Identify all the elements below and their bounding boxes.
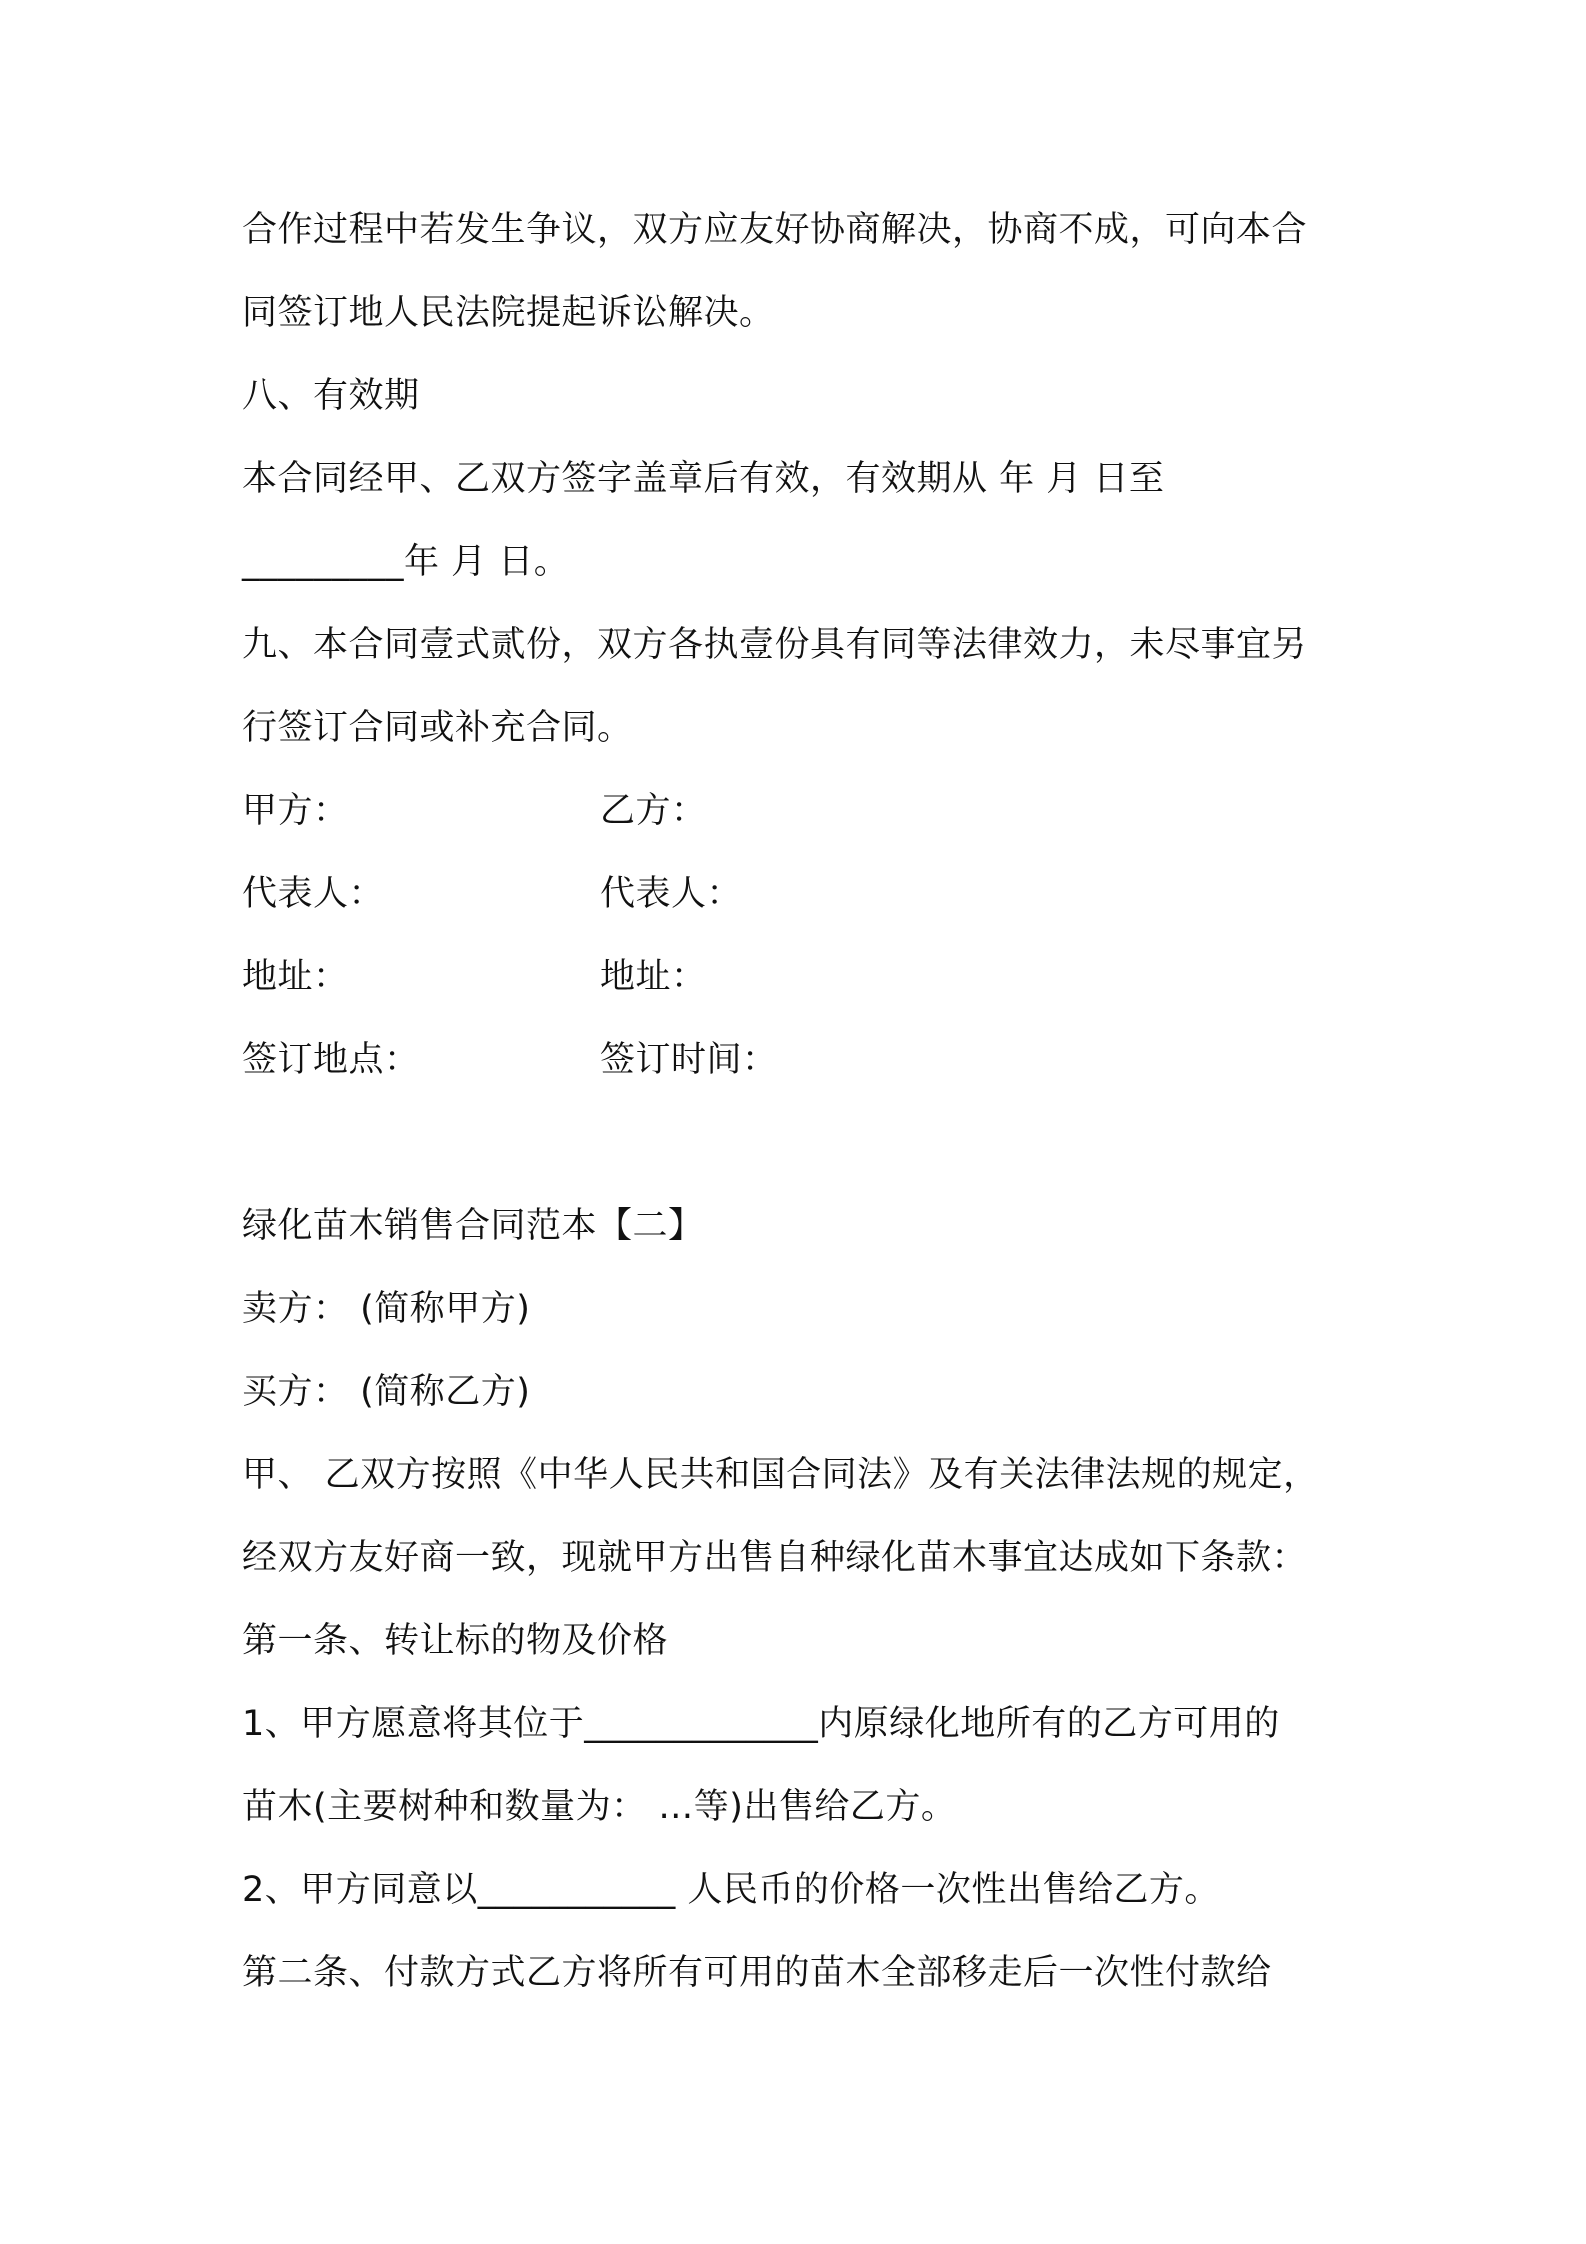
intro-line-2: 经双方友好商一致，现就甲方出售自种绿化苗木事宜达成如下条款： <box>242 1538 1308 1578</box>
signing-time-label: 签订时间： <box>600 1040 778 1080</box>
representative-a-label: 代表人： <box>242 874 385 914</box>
intro-line-1: 甲、 乙双方按照《中华人民共和国合同法》及有关法律法规的规定， <box>242 1455 1319 1495</box>
party-b-label: 乙方： <box>600 791 707 831</box>
paragraph-dispute-line-2: 同签订地人民法院提起诉讼解决。 <box>242 293 775 333</box>
party-a-label: 甲方： <box>242 791 349 831</box>
section-8-line-1: 本合同经甲、乙双方签字盖章后有效，有效期从 年 月 日至 <box>242 459 1165 499</box>
article-1-item-1-line-2: 苗木(主要树种和数量为： …等)出售给乙方。 <box>242 1787 957 1827</box>
contract-2-title: 绿化苗木销售合同范本【二】 <box>242 1206 704 1246</box>
article-1-item-1-line-1: 1、甲方愿意将其位于_____________内原绿化地所有的乙方可用的 <box>242 1704 1280 1744</box>
section-9-line-1: 九、本合同壹式贰份，双方各执壹份具有同等法律效力，未尽事宜另 <box>242 625 1308 665</box>
seller-line: 卖方： (简称甲方) <box>242 1289 531 1329</box>
paragraph-dispute-line-1: 合作过程中若发生争议，双方应友好协商解决，协商不成，可向本合 <box>242 210 1308 250</box>
section-8-line-2: _________年 月 日。 <box>242 542 570 582</box>
address-b-label: 地址： <box>600 957 707 997</box>
signing-place-label: 签订地点： <box>242 1040 420 1080</box>
article-1-item-2: 2、甲方同意以___________ 人民币的价格一次性出售给乙方。 <box>242 1870 1220 1910</box>
address-a-label: 地址： <box>242 957 349 997</box>
section-9-line-2: 行签订合同或补充合同。 <box>242 708 633 748</box>
buyer-line: 买方： (简称乙方) <box>242 1372 531 1412</box>
representative-b-label: 代表人： <box>600 874 743 914</box>
section-8-title: 八、有效期 <box>242 376 420 416</box>
article-2-line-1: 第二条、付款方式乙方将所有可用的苗木全部移走后一次性付款给 <box>242 1953 1272 1993</box>
article-1-title: 第一条、转让标的物及价格 <box>242 1621 669 1661</box>
